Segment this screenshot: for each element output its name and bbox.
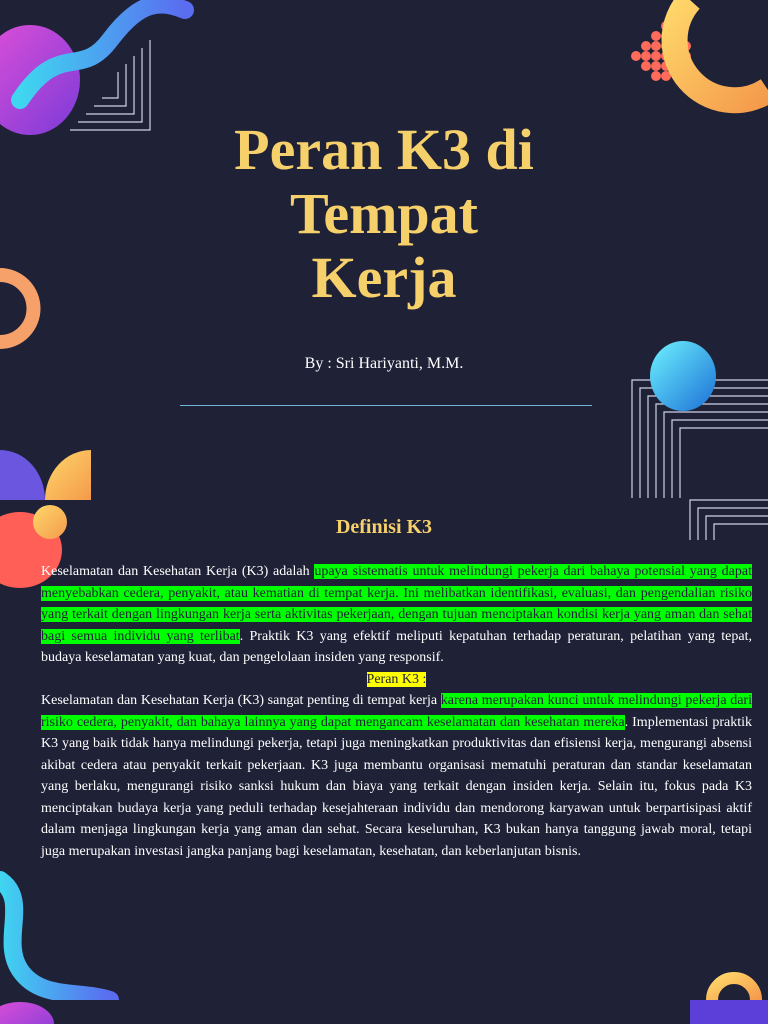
text-run: Keselamatan dan Kesehatan Kerja (K3) sangat penting di tempat kerja: [41, 693, 441, 708]
divider: [180, 405, 592, 406]
paragraph-definisi: [41, 561, 752, 669]
document-title: [0, 118, 768, 310]
purple-corner-block-shape: [690, 1000, 768, 1024]
blue-wave-shape: [0, 880, 110, 1000]
peran-label: Peran K3 :: [366, 671, 427, 687]
paragraph-peran: [41, 690, 752, 862]
highlighted-text: upaya sistematis untuk melindungi pekerja dari bahaya potensial yang dapat menyebabkan cedera, penyakit, atau kematian di tempat kerja. Ini melibatkan identifikasi, evaluasi, dan pengendalian risiko yang terkait dengan lingkungan kerja serta aktivitas pekerjaan, dengan tujuan menciptakan kondisi kerja yang aman dan sehat bagi semua individu yang terlibat: [41, 564, 752, 644]
title-line: Peran K3 di: [234, 117, 534, 182]
text-run: . Implementasi praktik K3 yang baik tidak hanya melindungi pekerja, tetapi juga meningkatkan produktivitas dan efisiensi kerja, mengurangi absensi akibat cedera atau penyakit terkait pekerjaan. K3 juga membantu organisasi mematuhi peraturan dan standar keselamatan yang berlaku, mengurangi risiko sanksi hukum dan biaya yang terkait dengan insiden kerja. Selain itu, fokus pada K3 menciptakan budaya kerja yang peduli terhadap kesejahteraan individu dan mendorong karyawan untuk berpartisipasi aktif dalam menjaga lingkungan kerja yang aman dan sehat. Secara keseluruhan, K3 bukan hanya tanggung jawab moral, tetapi juga merupakan investasi jangka panjang bagi keselamatan, kesehatan, dan keberlanjutan bisnis.: [41, 714, 752, 859]
title-line: Tempat: [290, 181, 478, 246]
bottom-band-shape: [0, 1000, 768, 1024]
body-text: [41, 561, 752, 862]
section-heading: Definisi K3: [335, 516, 433, 538]
gold-quarter-shape: [45, 450, 91, 500]
blue-ball-shape: [650, 341, 716, 411]
author-line: By : Sri Hariyanti, M.M.: [304, 355, 464, 372]
peran-label-line: [41, 669, 752, 691]
text-run: . Praktik K3 yang efektif meliputi kepatuhan terhadap peraturan, pelatihan yang tepat, budaya keselamatan yang kuat, dan pengelolaan insiden yang responsif.: [41, 628, 752, 665]
title-line: Kerja: [311, 245, 457, 310]
gold-arc-shape: [712, 978, 756, 1000]
purple-quarter-shape: [0, 450, 45, 500]
text-run: Keselamatan dan Kesehatan Kerja (K3) adalah: [41, 564, 315, 579]
highlighted-text: karena merupakan kunci untuk melindungi pekerja dari risiko cedera, penyakit, dan bahaya lainnya yang dapat mengancam keselamatan dan kesehatan mereka: [41, 693, 752, 730]
